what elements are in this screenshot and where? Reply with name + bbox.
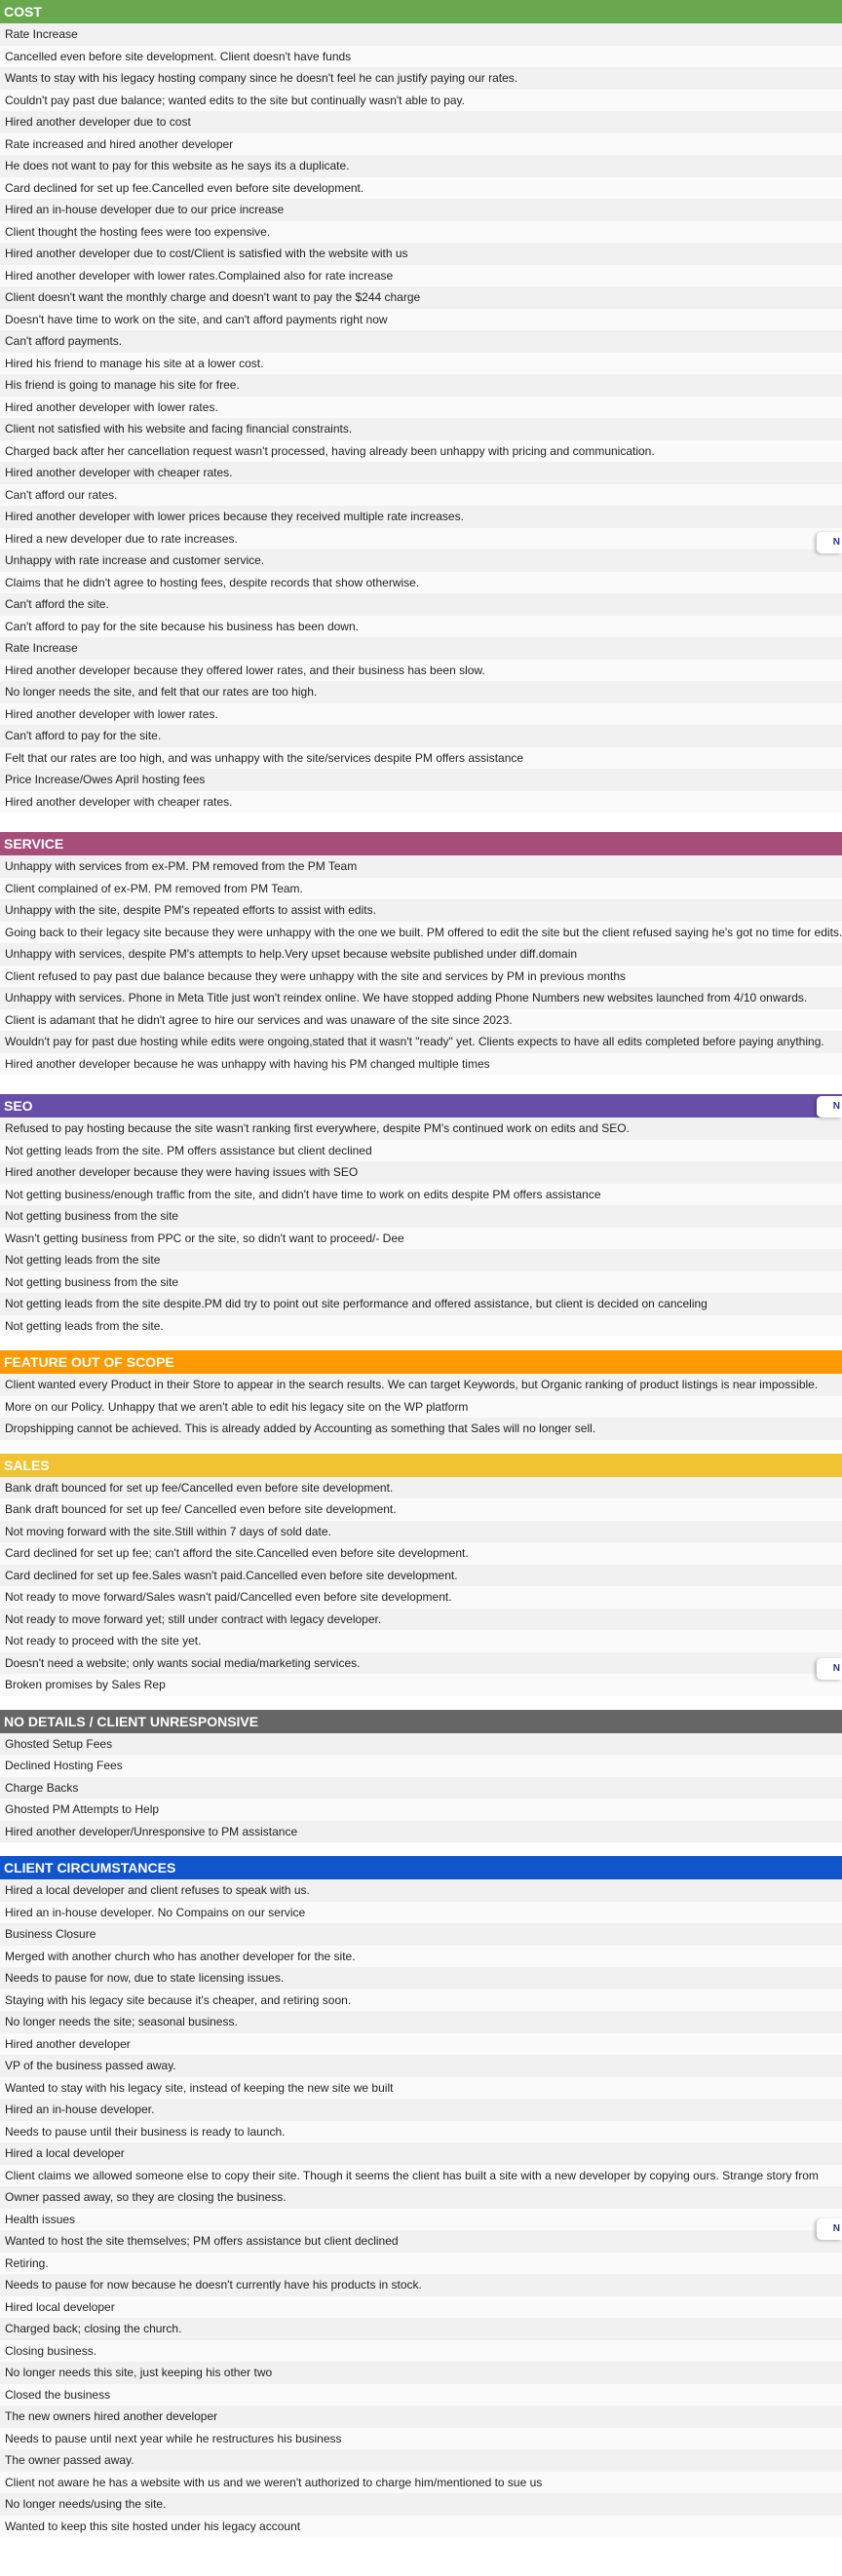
list-item: Can't afford payments. [0,330,842,353]
section-gap [0,1075,842,1094]
section-header-no-details: NO DETAILS / CLIENT UNRESPONSIVE [0,1710,842,1733]
list-item: Needs to pause for now because he doesn't currently have his products in stock. [0,2274,842,2296]
client-section [0,1856,842,2537]
list-item: Unhappy with services, despite PM's attempts to help.Very upset because website published under diff.domain [0,943,842,966]
section-header-feature: FEATURE OUT OF SCOPE [0,1350,842,1374]
side-tab[interactable]: N [817,1658,842,1680]
list-item: Dropshipping cannot be achieved. This is already added by Accounting as something that Sales will no longer sell. [0,1418,842,1440]
list-item: Client wanted every Product in their Store to appear in the search results. We can target Keywords, but Organic ranking of product listings is near impossible. [0,1374,842,1396]
seo-section [0,1094,842,1337]
list-item: Couldn't pay past due balance; wanted edits to the site but continually wasn't able to pay. [0,90,842,112]
list-item: Hired an in-house developer. [0,2099,842,2121]
no-details-rows [0,1733,842,1843]
list-item: Declined Hosting Fees [0,1755,842,1777]
list-item: Hired another developer with lower rates. [0,397,842,419]
list-item: Claims that he didn't agree to hosting fees, despite records that show otherwise. [0,572,842,594]
list-item: Unhappy with the site, despite PM's repeated efforts to assist with edits. [0,899,842,922]
list-item: Client is adamant that he didn't agree to hire our services and was unaware of the site since 2023. [0,1009,842,1032]
list-item: Client refused to pay past due balance because they were unhappy with the site and services by PM in previous months [0,966,842,988]
list-item: VP of the business passed away. [0,2055,842,2077]
section-gap [0,1337,842,1350]
list-item: Wanted to keep this site hosted under his legacy account [0,2516,842,2538]
list-item: Not ready to move forward yet; still under contract with legacy developer. [0,1609,842,1631]
list-item: Not ready to move forward/Sales wasn't paid/Cancelled even before site development. [0,1586,842,1609]
client-rows [0,1879,842,2537]
service-section [0,832,842,1075]
feature-rows [0,1374,842,1440]
list-item: Hired another developer due to cost [0,111,842,133]
list-item: Hired another developer due to cost/Client is satisfied with the website with us [0,243,842,265]
list-item: Client thought the hosting fees were too expensive. [0,221,842,244]
list-item: Hired another developer because they offered lower rates, and their business has been slow. [0,660,842,682]
list-item: Needs to pause until next year while he restructures his business [0,2428,842,2450]
list-item: Hired a new developer due to rate increases. [0,528,842,550]
section-gap [0,1440,842,1454]
list-item: Merged with another church who has another developer for the site. [0,1946,842,1968]
section-gap [0,813,842,832]
list-item: Unhappy with services from ex-PM. PM removed from the PM Team [0,855,842,878]
list-item: Can't afford to pay for the site. [0,725,842,747]
list-item: Charged back after her cancellation request wasn't processed, having already been unhappy with pricing and communication. [0,440,842,463]
section-header-seo: SEO [0,1094,842,1118]
list-item: Not getting leads from the site [0,1249,842,1271]
list-item: Not getting business/enough traffic from the site, and didn't have time to work on edits despite PM offers assistance [0,1184,842,1206]
list-item: Can't afford our rates. [0,484,842,507]
list-item: Hired another developer with lower rates.Complained also for rate increase [0,265,842,287]
list-item: Needs to pause for now, due to state licensing issues. [0,1967,842,1989]
sales-section [0,1454,842,1696]
cost-section [0,0,842,813]
feature-section [0,1350,842,1440]
list-item: Hired another developer because they were having issues with SEO [0,1161,842,1184]
list-item: Hired another developer/Unresponsive to PM assistance [0,1821,842,1843]
list-item: Price Increase/Owes April hosting fees [0,769,842,791]
list-item: Not getting business from the site [0,1271,842,1294]
list-item: Doesn't have time to work on the site, and can't afford payments right now [0,309,842,331]
list-item: Hired a local developer [0,2142,842,2165]
section-gap [0,1842,842,1856]
list-item: Charge Backs [0,1777,842,1799]
list-item: Bank draft bounced for set up fee/Cancelled even before site development. [0,1477,842,1499]
list-item: Closed the business [0,2384,842,2406]
list-item: Ghosted PM Attempts to Help [0,1799,842,1821]
list-item: Hired another developer with cheaper rates. [0,791,842,814]
list-item: Client claims we allowed someone else to copy their site. Though it seems the client has built a site with a new developer by copying ours. Strange story from [0,2165,842,2187]
section-header-service: SERVICE [0,832,842,855]
side-tab[interactable]: N [817,532,842,553]
list-item: Owner passed away, so they are closing the business. [0,2186,842,2209]
section-header-sales: SALES [0,1454,842,1477]
list-item: Client doesn't want the monthly charge and doesn't want to pay the $244 charge [0,286,842,309]
list-item: Business Closure [0,1923,842,1946]
list-item: No longer needs this site, just keeping his other two [0,2362,842,2384]
list-item: Hired his friend to manage his site at a lower cost. [0,353,842,375]
list-item: Wasn't getting business from PPC or the site, so didn't want to proceed/- Dee [0,1228,842,1250]
list-item: Ghosted Setup Fees [0,1733,842,1756]
list-item: Not getting leads from the site. [0,1315,842,1338]
list-item: More on our Policy. Unhappy that we aren't able to edit his legacy site on the WP platform [0,1396,842,1419]
list-item: Hired another developer with cheaper rates. [0,462,842,484]
list-item: Hired a local developer and client refuses to speak with us. [0,1879,842,1902]
side-tab[interactable]: N [817,1096,842,1118]
list-item: Doesn't need a website; only wants social media/marketing services. [0,1652,842,1675]
list-item: No longer needs the site; seasonal business. [0,2011,842,2033]
list-item: Hired another developer with lower prices because they received multiple rate increases. [0,506,842,528]
list-item: Rate increased and hired another developer [0,133,842,156]
list-item: He does not want to pay for this website as he says its a duplicate. [0,155,842,177]
sales-rows [0,1477,842,1696]
service-rows [0,855,842,1075]
list-item: Wanted to stay with his legacy site, instead of keeping the new site we built [0,2077,842,2100]
list-item: The new owners hired another developer [0,2406,842,2428]
section-header-cost: COST [0,0,842,23]
list-item: Rate Increase [0,637,842,660]
list-item: The owner passed away. [0,2449,842,2472]
list-item: Not getting business from the site [0,1205,842,1228]
no-details-section [0,1710,842,1843]
list-item: Refused to pay hosting because the site wasn't ranking first everywhere, despite PM's continued work on edits and SEO. [0,1118,842,1140]
list-item: Closing business. [0,2340,842,2363]
list-item: Rate Increase [0,23,842,46]
list-item: Card declined for set up fee.Cancelled even before site development. [0,177,842,200]
list-item: Staying with his legacy site because it's cheaper, and retiring soon. [0,1989,842,2012]
list-item: Client not satisfied with his website and facing financial constraints. [0,418,842,440]
list-item: His friend is going to manage his site for free. [0,374,842,397]
list-item: Needs to pause until their business is ready to launch. [0,2121,842,2143]
list-item: Hired another developer because he was unhappy with having his PM changed multiple times [0,1053,842,1076]
list-item: Client not aware he has a website with us and we weren't authorized to charge him/mentioned to sue us [0,2472,842,2494]
list-item: Not getting leads from the site despite.PM did try to point out site performance and offered assistance, but client is decided on canceling [0,1293,842,1315]
list-item: Not ready to proceed with the site yet. [0,1630,842,1652]
list-item: Health issues [0,2209,842,2231]
list-item: Not getting leads from the site. PM offers assistance but client declined [0,1140,842,1162]
list-item: No longer needs/using the site. [0,2493,842,2516]
list-item: Broken promises by Sales Rep [0,1674,842,1696]
list-item: Hired another developer [0,2033,842,2056]
list-item: Cancelled even before site development. Client doesn't have funds [0,46,842,68]
list-item: Wants to stay with his legacy hosting company since he doesn't feel he can justify paying our rates. [0,67,842,90]
list-item: Client complained of ex-PM. PM removed from PM Team. [0,878,842,900]
list-item: Going back to their legacy site because they were unhappy with the one we built. PM offered to edit the site but the client refused saying he's got no time for edits. [0,922,842,944]
side-tab[interactable]: N [817,2218,842,2240]
list-item: Hired an in-house developer. No Compains on our service [0,1902,842,1924]
list-item: No longer needs the site, and felt that our rates are too high. [0,681,842,703]
list-item: Hired another developer with lower rates. [0,703,842,726]
list-item: Wanted to host the site themselves; PM offers assistance but client declined [0,2230,842,2253]
list-item: Felt that our rates are too high, and was unhappy with the site/services despite PM offers assistance [0,747,842,770]
list-item: Can't afford the site. [0,593,842,616]
list-item: Unhappy with services. Phone in Meta Title just won't reindex online. We have stopped adding Phone Numbers new websites launched from 4/10 onwards. [0,987,842,1009]
seo-rows [0,1118,842,1337]
section-gap [0,1696,842,1710]
list-item: Unhappy with rate increase and customer service. [0,549,842,572]
list-item: Hired local developer [0,2296,842,2319]
list-item: Not moving forward with the site.Still within 7 days of sold date. [0,1521,842,1543]
list-item: Can't afford to pay for the site because his business has been down. [0,616,842,638]
list-item: Card declined for set up fee; can't afford the site.Cancelled even before site development. [0,1542,842,1565]
list-item: Charged back; closing the church. [0,2318,842,2340]
list-item: Card declined for set up fee.Sales wasn't paid.Cancelled even before site development. [0,1565,842,1587]
list-item: Bank draft bounced for set up fee/ Cancelled even before site development. [0,1498,842,1521]
list-item: Retiring. [0,2253,842,2275]
section-header-client: CLIENT CIRCUMSTANCES [0,1856,842,1879]
list-item: Hired an in-house developer due to our price increase [0,199,842,221]
cost-rows [0,23,842,813]
list-item: Wouldn't pay for past due hosting while edits were ongoing,stated that it wasn't "ready" yet. Clients expects to have all edits completed before paying anything. [0,1031,842,1053]
